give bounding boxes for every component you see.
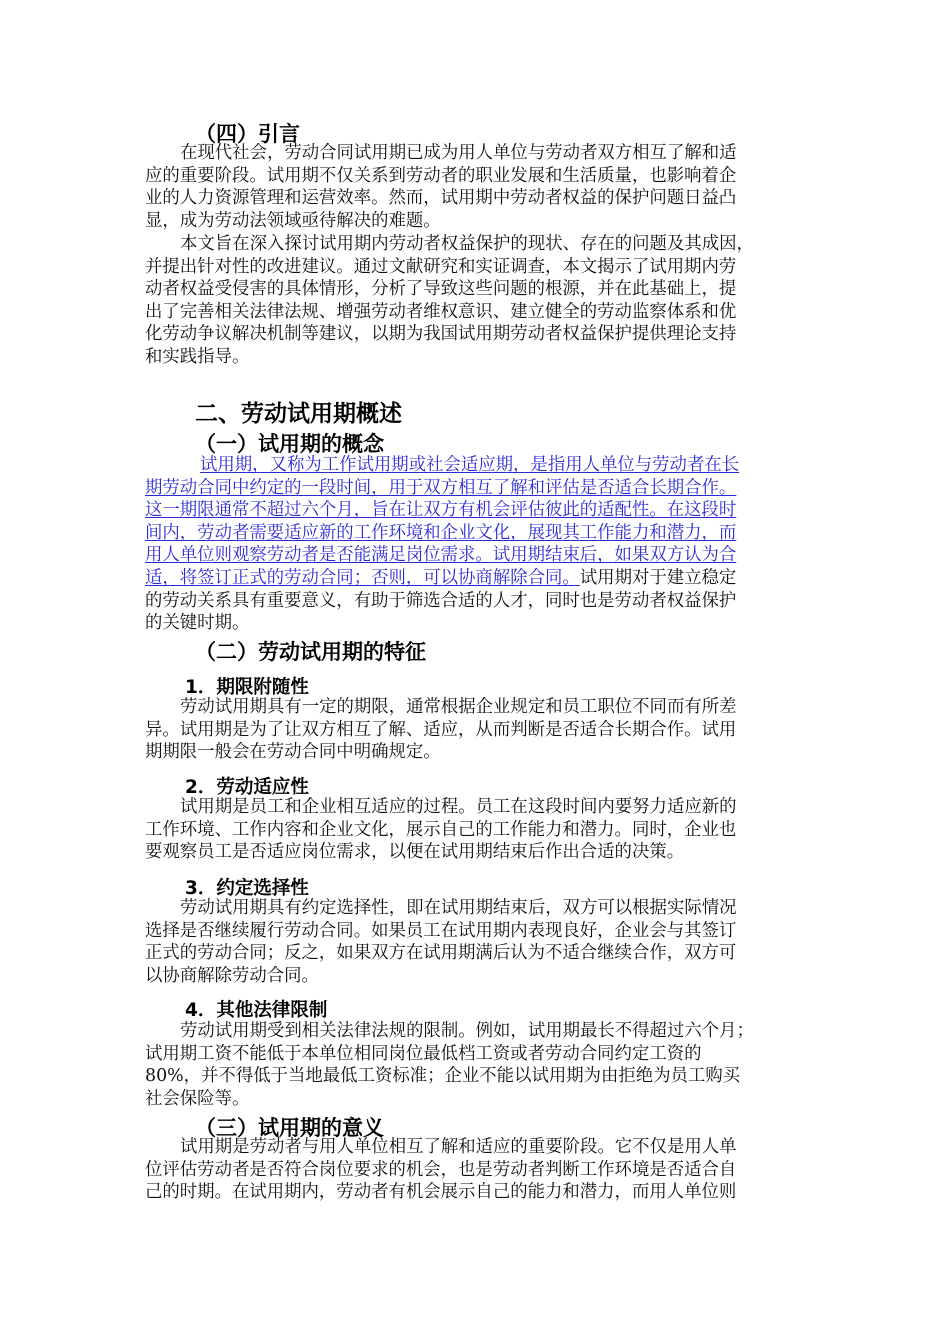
hyperlink-text[interactable]: 这一期限通常不超过六个月，旨在让双方有机会评估彼此的适配性。在这段时 <box>145 500 737 521</box>
text-line: 以协商解除劳动合同。 <box>145 965 319 986</box>
hyperlink-text[interactable]: 试用期，又称为工作试用期或社会适应期，是指用人单位与劳动者在长 <box>200 455 740 475</box>
heading-feature-2: 2．劳动适应性 <box>185 777 309 798</box>
heading-intro: （四）引言 <box>195 122 300 146</box>
text-line: 的关键时期。 <box>145 613 250 634</box>
heading-concept: （一）试用期的概念 <box>195 432 384 456</box>
paragraph-intro-2 <box>145 233 815 369</box>
text-line: 本文旨在深入探讨试用期内劳动者权益保护的现状、存在的问题及其成因， <box>180 234 754 254</box>
heading-features: （二）劳动试用期的特征 <box>195 640 426 664</box>
paragraph-feature-1 <box>145 696 815 764</box>
heading-feature-4: 4．其他法律限制 <box>185 1000 328 1021</box>
text-line: 出了完善相关法律法规、增强劳动者维权意识、建立健全的劳动监察体系和优 <box>145 301 737 322</box>
hyperlink-text[interactable]: 期劳动合同中约定的一段时间，用于双方相互了解和评估是否适合长期合作。 <box>145 477 737 498</box>
text-line: 业的人力资源管理和运营效率。然而，试用期中劳动者权益的保护问题日益凸 <box>145 188 737 209</box>
text-line: 的劳动关系具有重要意义，有助于筛选合适的人才，同时也是劳动者权益保护 <box>145 590 737 611</box>
text-line: 试用期是劳动者与用人单位相互了解和适应的重要阶段。它不仅是用人单 <box>180 1137 737 1157</box>
heading-feature-3: 3．约定选择性 <box>185 878 309 899</box>
text-line: 工作环境、工作内容和企业文化，展示自己的工作能力和潜力。同时，企业也 <box>145 819 737 840</box>
heading-meaning: （三）试用期的意义 <box>195 1116 384 1140</box>
text-line: 要观察员工是否适应岗位需求，以便在试用期结束后作出合适的决策。 <box>145 842 685 863</box>
text-line: 异。试用期是为了让双方相互了解、适应，从而判断是否适合长期合作。试用 <box>145 719 737 740</box>
text-line: 显，成为劳动法领域亟待解决的难题。 <box>145 210 441 231</box>
text-line: 动者权益受侵害的具体情形，分析了导致这些问题的根源，并在此基础上，提 <box>145 279 737 300</box>
hyperlink-text[interactable]: 用人单位则观察劳动者是否能满足岗位需求。试用期结束后，如果双方认为合 <box>145 545 737 566</box>
text-line: 并提出针对性的改进建议。通过文献研究和实证调查，本文揭示了试用期内劳 <box>145 256 737 277</box>
paragraph-intro-1 <box>145 142 815 232</box>
text-line: 应的重要阶段。试用期不仅关系到劳动者的职业发展和生活质量，也影响着企 <box>145 165 737 186</box>
heading-chapter-2: 二、劳动试用期概述 <box>195 401 402 427</box>
text-line: 在现代社会，劳动合同试用期已成为用人单位与劳动者双方相互了解和适 <box>180 143 737 163</box>
text-line: 80%，并不得低于当地最低工资标准；企业不能以试用期为由拒绝为员工购买 <box>145 1066 741 1087</box>
text-line: 化劳动争议解决机制等建议，以期为我国试用期劳动者权益保护提供理论支持 <box>145 324 737 345</box>
text-line: 劳动试用期具有一定的期限，通常根据企业规定和员工职位不同而有所差 <box>180 697 737 717</box>
paragraph-meaning <box>145 1136 815 1204</box>
text-line: 己的时期。在试用期内，劳动者有机会展示自己的能力和潜力，而用人单位则 <box>145 1182 737 1203</box>
hyperlink-text[interactable]: 间内，劳动者需要适应新的工作环境和企业文化，展现其工作能力和潜力，而 <box>145 522 737 543</box>
text-line: 期期限一般会在劳动合同中明确规定。 <box>145 742 441 763</box>
heading-feature-1: 1．期限附随性 <box>185 677 309 698</box>
paragraph-feature-4 <box>145 1020 815 1110</box>
text-line: 正式的劳动合同；反之，如果双方在试用期满后认为不适合继续合作，双方可 <box>145 943 737 964</box>
paragraph-feature-2 <box>145 796 815 864</box>
text-line: 位评估劳动者是否符合岗位要求的机会，也是劳动者判断工作环境是否适合自 <box>145 1159 737 1180</box>
text-line: 试用期是员工和企业相互适应的过程。员工在这段时间内要努力适应新的 <box>180 797 737 817</box>
text-line: 社会保险等。 <box>145 1088 250 1109</box>
text-span: 试用期对于建立稳定 <box>579 567 737 588</box>
paragraph-concept <box>145 454 815 635</box>
text-line: 选择是否继续履行劳动合同。如果员工在试用期内表现良好，企业会与其签订 <box>145 920 737 941</box>
paragraph-feature-3 <box>145 897 815 987</box>
text-line: 劳动试用期具有约定选择性，即在试用期结束后，双方可以根据实际情况 <box>180 898 737 918</box>
hyperlink-text[interactable]: 适，将签订正式的劳动合同；否则，可以协商解除合同。 <box>145 567 580 588</box>
text-line: 劳动试用期受到相关法律法规的限制。例如，试用期最长不得超过六个月； <box>180 1021 754 1041</box>
text-line: 试用期工资不能低于本单位相同岗位最低档工资或者劳动合同约定工资的 <box>145 1043 702 1064</box>
text-line: 和实践指导。 <box>145 346 250 367</box>
